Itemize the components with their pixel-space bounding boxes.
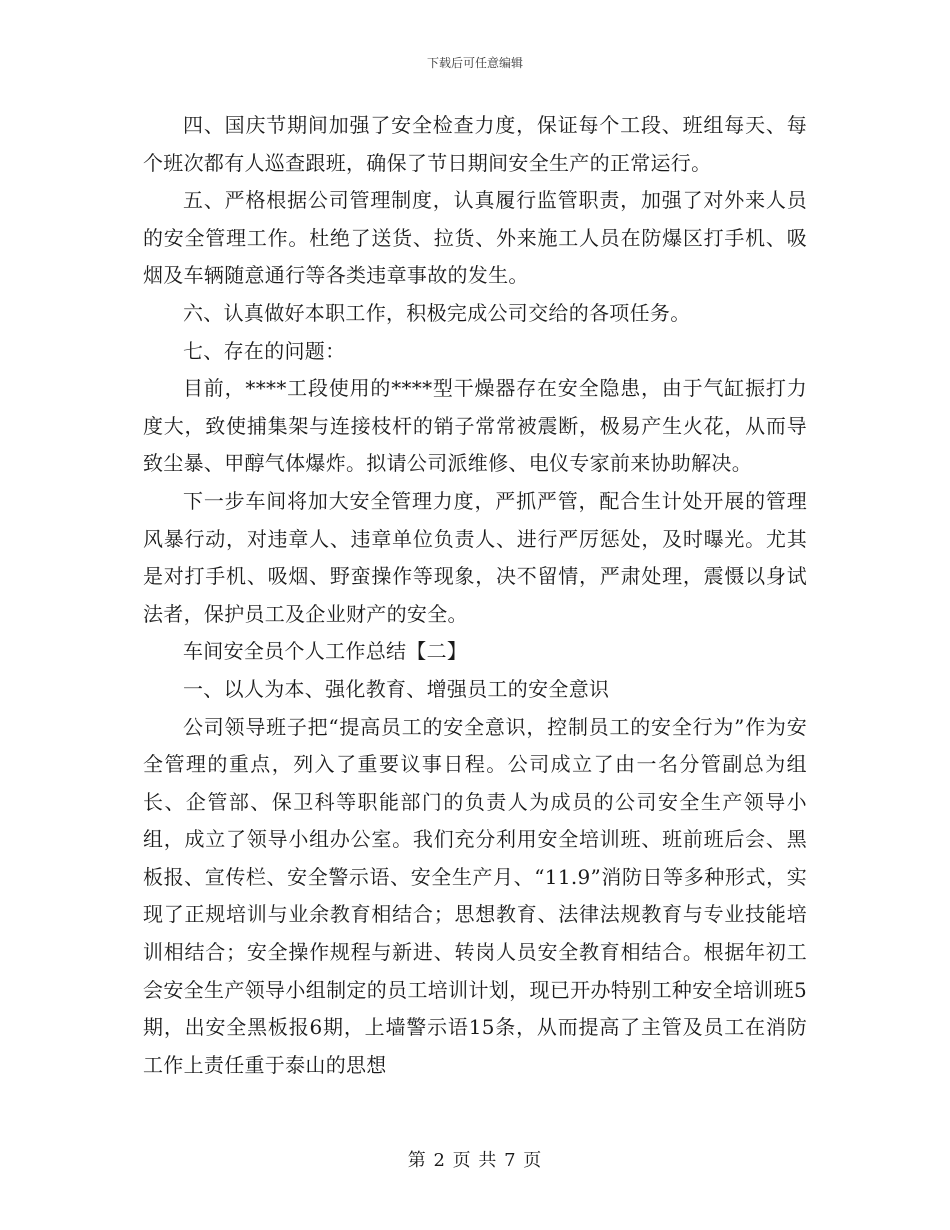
paragraph-next-steps: 下一步车间将加大安全管理力度，严抓严管，配合生计处开展的管理风暴行动，对违章人、违章单位负责人、进行严厉惩处，及时曝光。尤其是对打手机、吸烟、野蛮操作等现象，决不留情，严肃处理，震慑以身试法者，保护员工及企业财产的安全。 bbox=[143, 488, 807, 626]
document-body bbox=[143, 107, 807, 1084]
paragraph-section-5: 五、严格根据公司管理制度，认真履行监管职责，加强了对外来人员的安全管理工作。杜绝了送货、拉货、外来施工人员在防爆区打手机、吸烟及车辆随意通行等各类违章事故的发生。 bbox=[143, 188, 807, 288]
paragraph-training-details: 公司领导班子把“提高员工的安全意识，控制员工的安全行为”作为安全管理的重点，列入了重要议事日程。公司成立了由一名分管副总为组长、企管部、保卫科等职能部门的负责人为成员的公司安全生产领导小组，成立了领导小组办公室。我们充分利用安全培训班、班前班后会、黑板报、宣传栏、安全警示语、安全生产月、“11.9”消防日等多种形式，实现了正规培训与业余教育相结合；思想教育、法律法规教育与专业技能培训相结合；安全操作规程与新进、转岗人员安全教育相结合。根据年初工会安全生产领导小组制定的员工培训计划，现已开办特别工种安全培训班5期，出安全黑板报6期，上墙警示语15条，从而提高了主管及员工在消防工作上责任重于泰山的思想 bbox=[143, 714, 807, 1077]
subsection-heading-one: 一、以人为本、强化教育、增强员工的安全意识 bbox=[183, 676, 610, 701]
paragraph-section-4: 四、国庆节期间加强了安全检查力度，保证每个工段、班组每天、每个班次都有人巡查跟班，确保了节日期间安全生产的正常运行。 bbox=[143, 113, 807, 175]
paragraph-section-7-heading: 七、存在的问题： bbox=[183, 338, 346, 363]
page-footer: 第 2 页 共 7 页 bbox=[407, 1150, 543, 1171]
paragraph-problem-description: 目前，****工段使用的****型干燥器存在安全隐患，由于气缸振打力度大，致使捕集架与连接枝杆的销子常常被震断，极易产生火花，从而导致尘暴、甲醇气体爆炸。拟请公司派维修、电仪专家前来协助解决。 bbox=[143, 376, 807, 476]
paragraph-section-6: 六、认真做好本职工作，积极完成公司交给的各项任务。 bbox=[183, 300, 691, 325]
page-header: 下载后可任意编辑 bbox=[426, 56, 523, 70]
section-title-two: 车间安全员个人工作总结【二】 bbox=[183, 639, 468, 664]
